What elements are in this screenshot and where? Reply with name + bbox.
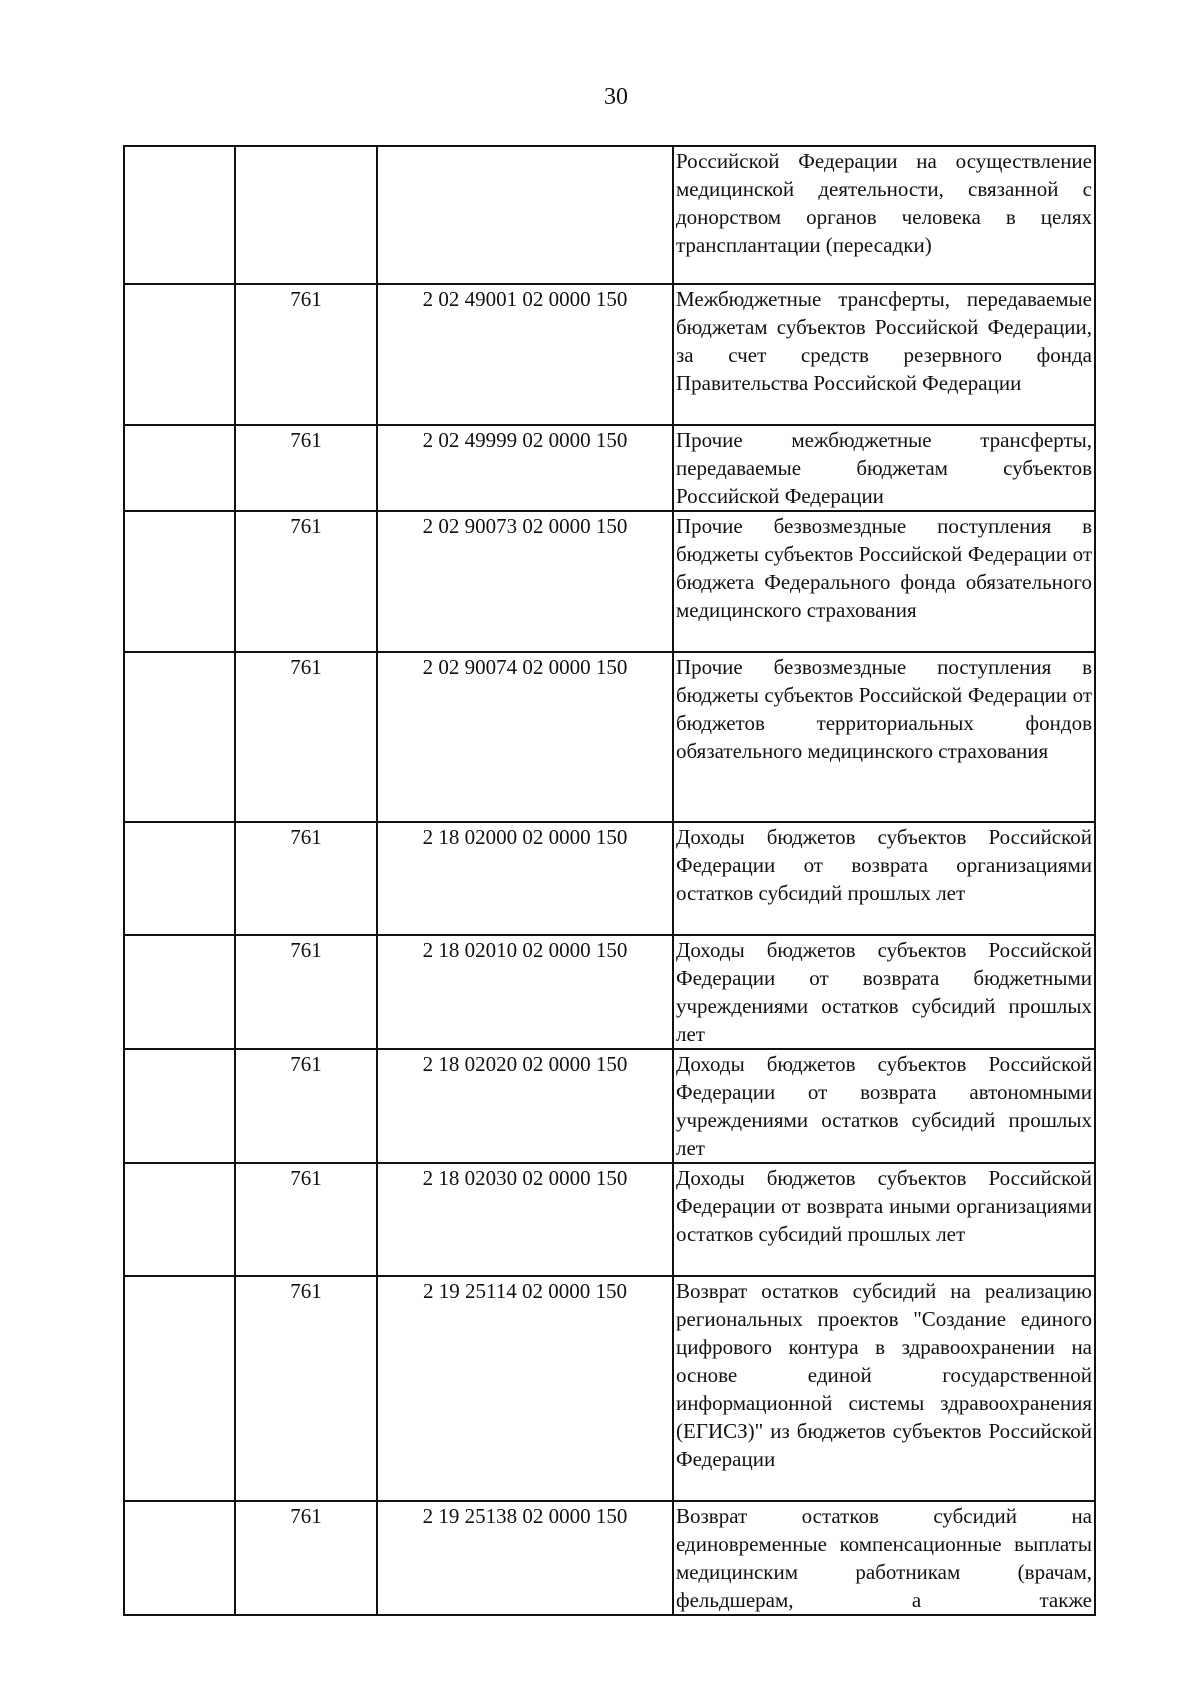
admin-code-cell xyxy=(235,146,377,284)
table-row xyxy=(124,146,1095,284)
revenue-name-cell: Доходы бюджетов субъектов Российской Федерации от возврата организациями остатков субсидий прошлых лет xyxy=(673,822,1095,935)
table-row xyxy=(124,935,1095,1049)
revenue-name-cell: Доходы бюджетов субъектов Российской Федерации от возврата автономными учреждениями остатков субсидий прошлых лет xyxy=(673,1049,1095,1163)
row-empty-cell xyxy=(124,1276,235,1501)
admin-code-cell: 761 xyxy=(235,511,377,652)
row-empty-cell xyxy=(124,511,235,652)
table-row xyxy=(124,652,1095,822)
revenue-code-cell: 2 18 02010 02 0000 150 xyxy=(377,935,673,1049)
revenue-name-cell: Доходы бюджетов субъектов Российской Федерации от возврата иными организациями остатков субсидий прошлых лет xyxy=(673,1163,1095,1276)
row-empty-cell xyxy=(124,146,235,284)
row-empty-cell xyxy=(124,1163,235,1276)
table-row xyxy=(124,1049,1095,1163)
admin-code-cell: 761 xyxy=(235,425,377,511)
revenue-code-cell: 2 18 02030 02 0000 150 xyxy=(377,1163,673,1276)
row-empty-cell xyxy=(124,1049,235,1163)
revenue-code-cell: 2 02 90073 02 0000 150 xyxy=(377,511,673,652)
admin-code-cell: 761 xyxy=(235,822,377,935)
revenue-name-cell: Межбюджетные трансферты, передаваемые бюджетам субъектов Российской Федерации, за счет средств резервного фонда Правительства Российской Федерации xyxy=(673,284,1095,425)
admin-code-cell: 761 xyxy=(235,1049,377,1163)
revenue-name-cell: Прочие межбюджетные трансферты, передаваемые бюджетам субъектов Российской Федерации xyxy=(673,425,1095,511)
row-empty-cell xyxy=(124,284,235,425)
table-row xyxy=(124,284,1095,425)
revenue-code-cell xyxy=(377,146,673,284)
admin-code-cell: 761 xyxy=(235,1276,377,1501)
admin-code-cell: 761 xyxy=(235,1501,377,1615)
revenue-code-cell: 2 02 90074 02 0000 150 xyxy=(377,652,673,822)
revenue-code-cell: 2 02 49999 02 0000 150 xyxy=(377,425,673,511)
revenue-name-cell: Доходы бюджетов субъектов Российской Федерации от возврата бюджетными учреждениями остатков субсидий прошлых лет xyxy=(673,935,1095,1049)
revenue-code-cell: 2 02 49001 02 0000 150 xyxy=(377,284,673,425)
revenue-code-cell: 2 19 25114 02 0000 150 xyxy=(377,1276,673,1501)
row-empty-cell xyxy=(124,425,235,511)
revenue-code-cell: 2 18 02020 02 0000 150 xyxy=(377,1049,673,1163)
revenue-code-cell: 2 19 25138 02 0000 150 xyxy=(377,1501,673,1615)
table-row xyxy=(124,1501,1095,1615)
row-empty-cell xyxy=(124,1501,235,1615)
revenue-name-cell: Возврат остатков субсидий на единовременные компенсационные выплаты медицинским работникам (врачам, фельдшерам, а также xyxy=(673,1501,1095,1615)
revenue-name-cell: Прочие безвозмездные поступления в бюджеты субъектов Российской Федерации от бюджетов территориальных фондов обязательного медицинского страхования xyxy=(673,652,1095,822)
budget-revenue-table xyxy=(123,145,1096,1616)
table-row xyxy=(124,1276,1095,1501)
table-row xyxy=(124,822,1095,935)
table-row xyxy=(124,511,1095,652)
row-empty-cell xyxy=(124,652,235,822)
row-empty-cell xyxy=(124,822,235,935)
table-body xyxy=(124,146,1095,1615)
row-empty-cell xyxy=(124,935,235,1049)
page-number: 30 xyxy=(604,84,628,110)
admin-code-cell: 761 xyxy=(235,1163,377,1276)
revenue-name-cell: Российской Федерации на осуществление медицинской деятельности, связанной с донорством органов человека в целях трансплантации (пересадки) xyxy=(673,146,1095,284)
admin-code-cell: 761 xyxy=(235,284,377,425)
revenue-name-cell: Возврат остатков субсидий на реализацию региональных проектов "Создание единого цифрового контура в здравоохранении на основе единой государственной информационной системы здравоохранения (ЕГИСЗ)" из бюджетов субъектов Российской Федерации xyxy=(673,1276,1095,1501)
table-row xyxy=(124,425,1095,511)
table-row xyxy=(124,1163,1095,1276)
admin-code-cell: 761 xyxy=(235,935,377,1049)
revenue-name-cell: Прочие безвозмездные поступления в бюджеты субъектов Российской Федерации от бюджета Федерального фонда обязательного медицинского страхования xyxy=(673,511,1095,652)
revenue-code-cell: 2 18 02000 02 0000 150 xyxy=(377,822,673,935)
admin-code-cell: 761 xyxy=(235,652,377,822)
